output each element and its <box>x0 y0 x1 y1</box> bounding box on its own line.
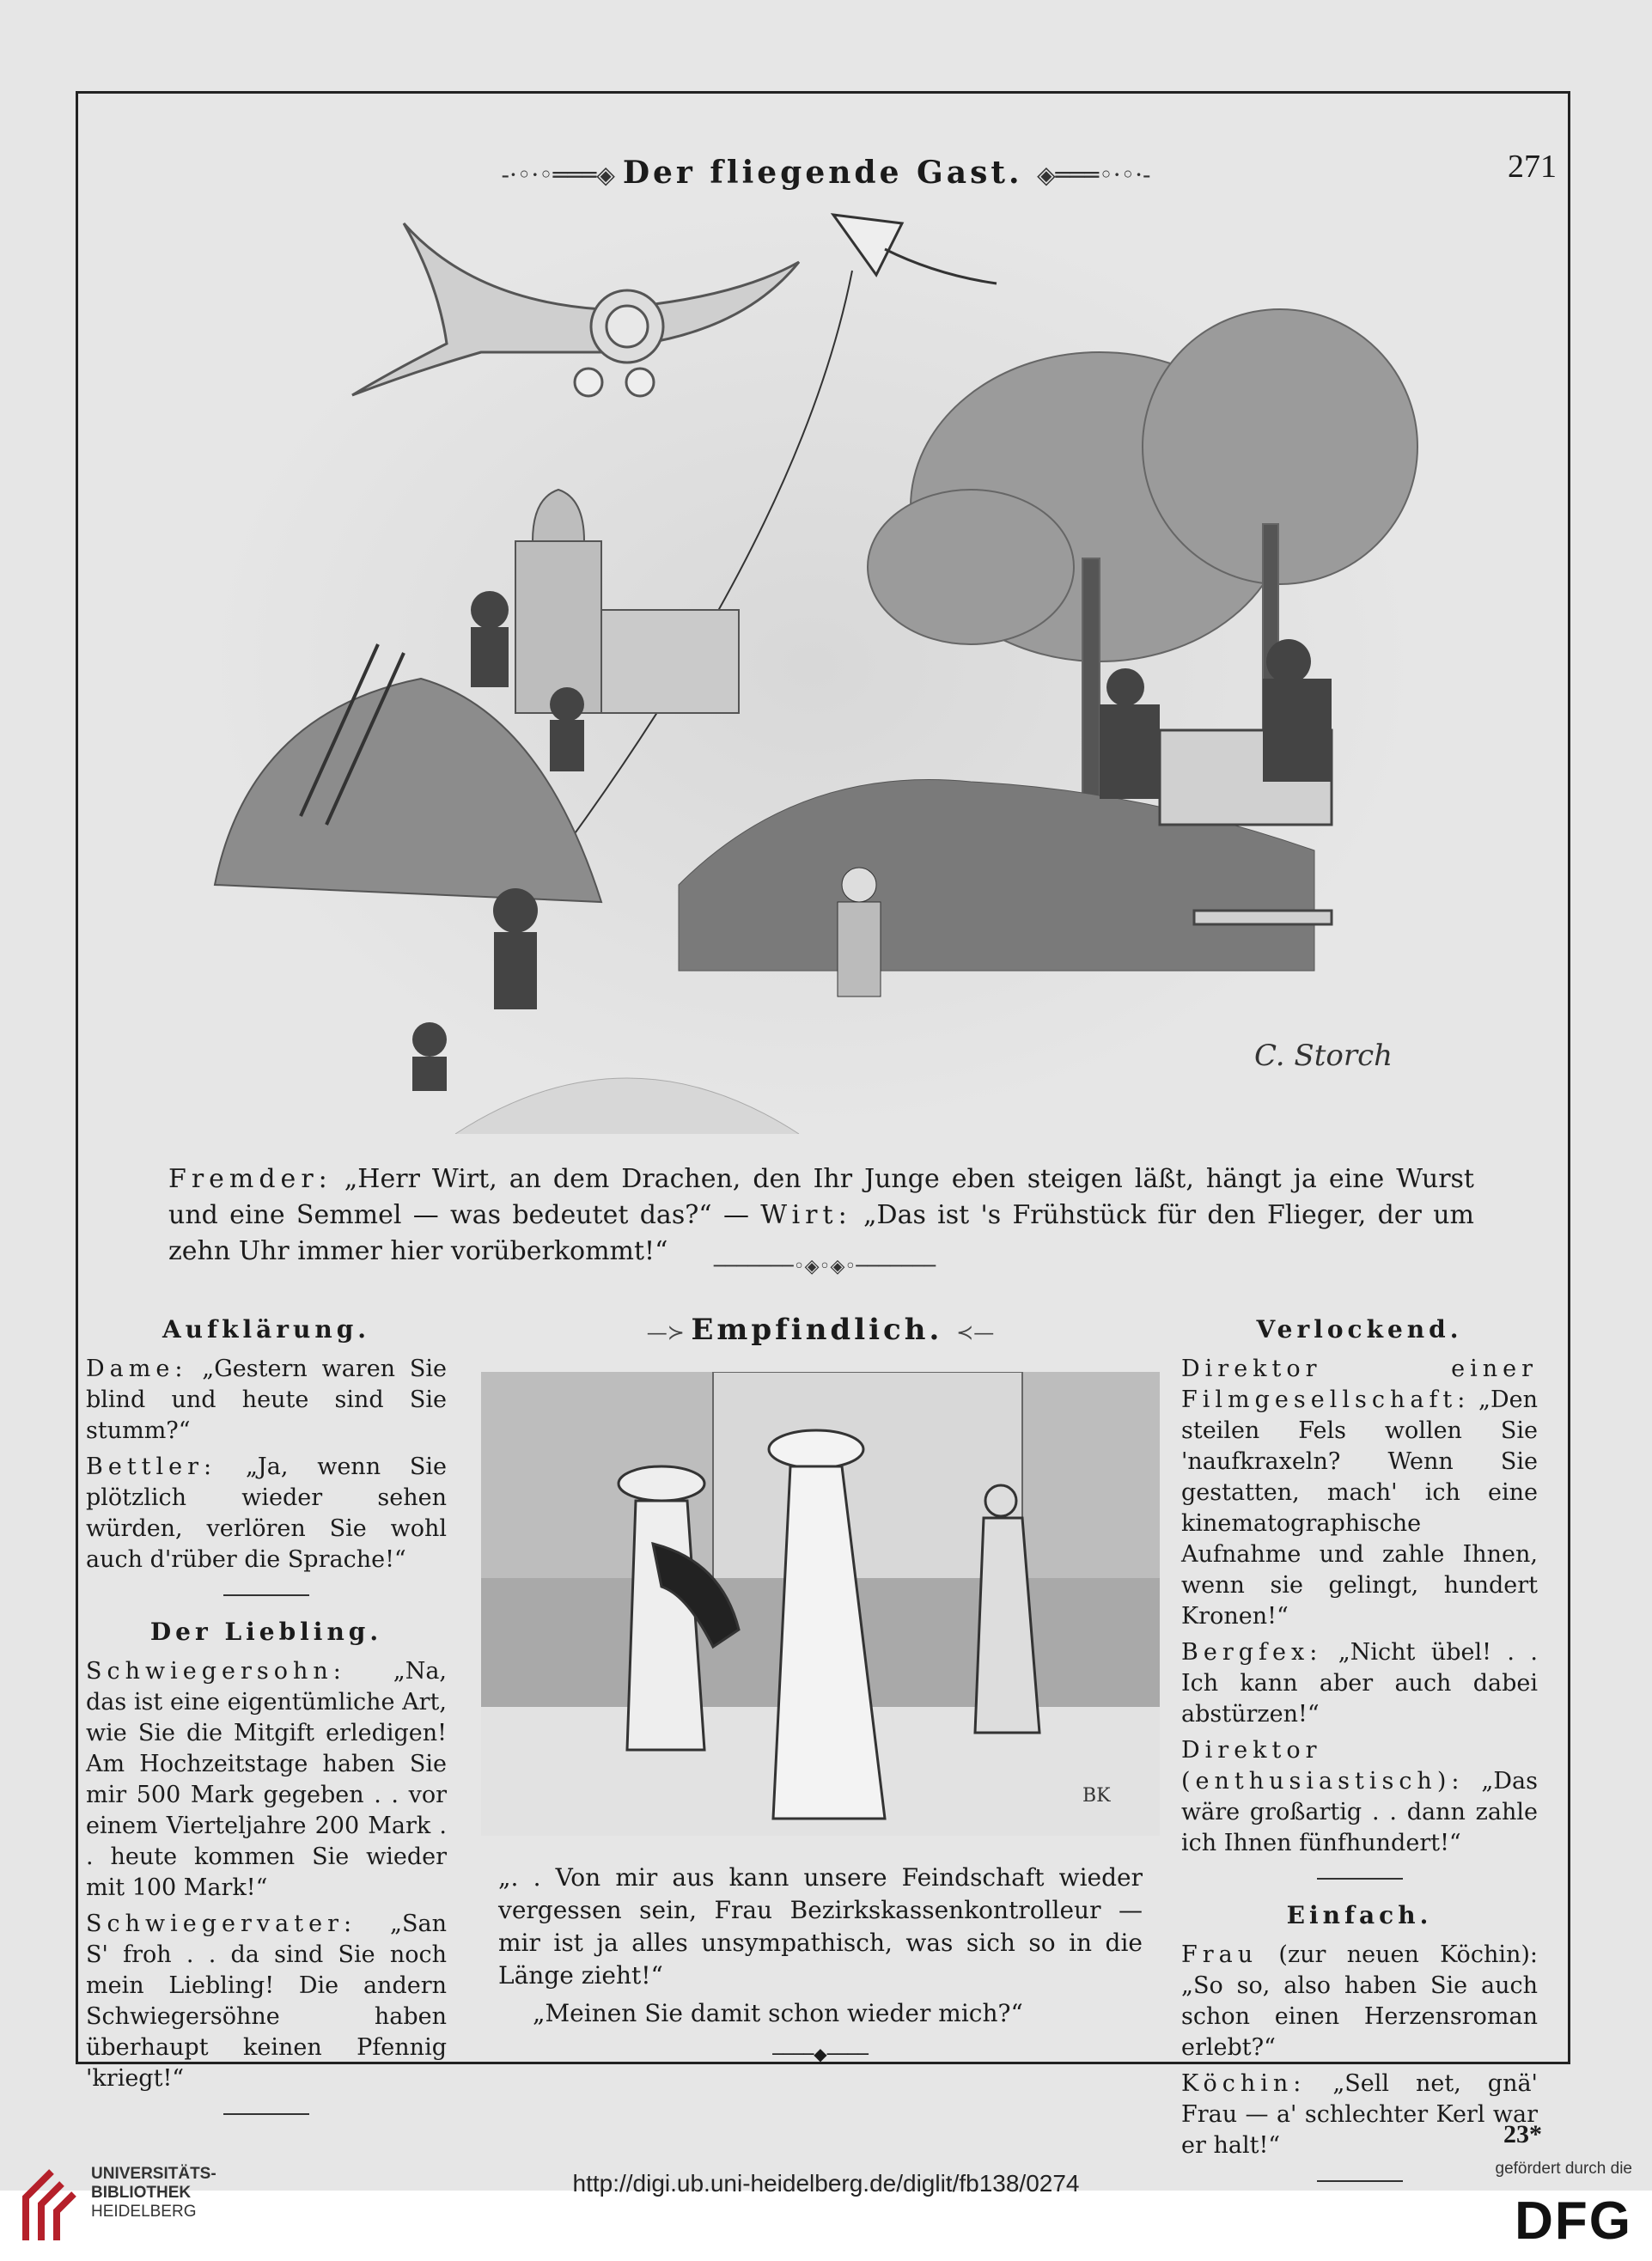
illustration-signature: C. Storch <box>1254 1039 1393 1073</box>
caption-text1: „Herr Wirt, an dem Drachen, den Ihr Junge eben steigen läßt, hängt ja eine Wurst und eine Semmel — was bedeutet das?“ — <box>168 1164 1474 1230</box>
right-s1-line2: „Nicht übel! . . Ich kann aber auch dabei abstürzen!“ <box>1181 1639 1538 1728</box>
left-s1-speaker2: Bettler: <box>86 1454 217 1480</box>
title-arrow-right: ≺— <box>956 1320 995 1344</box>
left-section1-para2 <box>86 1452 447 1575</box>
page-signature-mark: 23* <box>1503 2120 1542 2148</box>
middle-end-ornament: ────◆──── <box>772 2044 869 2064</box>
left-s1-line1: „Gestern waren Sie blind und heute sind Sie stumm?“ <box>86 1356 447 1444</box>
right-s1-speaker3: Direktor (enthusiastisch): <box>1181 1737 1465 1795</box>
left-s2-line2: „San S' froh . . da sind Sie noch mein Liebling! Die andern Schwiegersöhne haben überhaupt keinen Pfennig 'kriegt!“ <box>86 1911 447 2092</box>
right-section1-title: Verlockend. <box>1256 1315 1463 1344</box>
right-s1-line1: „Den steilen Fels wollen Sie 'naufkraxeln? Wenn Sie gestatten, mach' ich eine kinematographische Aufnahme und zahle Ihnen, wenn sie gelingt, hundert Kronen!“ <box>1181 1386 1538 1630</box>
middle-quote <box>481 1862 1160 2030</box>
right-s2-line2: „Sell net, gnä' Frau — a' schlechter Kerl war er halt!“ <box>1181 2070 1538 2159</box>
caption-speaker1: Fremder: <box>168 1164 332 1194</box>
right-s1-speaker2: Bergfex: <box>1181 1639 1323 1666</box>
source-url-link[interactable]: http://digi.ub.uni-heidelberg.de/diglit/fb138/0274 <box>572 2170 1080 2197</box>
header-ornament-right: ◈═══◦·◦·- <box>1037 161 1151 189</box>
left-s1-line2: „Ja, wenn Sie plötzlich wieder sehen würden, verlören Sie wohl auch d'rüber die Sprache!“ <box>86 1454 447 1573</box>
right-s2-speaker1: Frau <box>1181 1941 1259 1968</box>
right-section2-para2 <box>1181 2069 1538 2161</box>
footer-bar <box>0 2191 1652 2261</box>
right-section2-para1 <box>1181 1940 1538 2063</box>
section-divider-ornament: ───────◦◈◦◈◦─────── <box>713 1256 936 1277</box>
middle-quote1: „. . Von mir aus kann unsere Feindschaft wieder vergessen sein, Frau Bezirkskassenkontrolleur — mir ist ja alles unsympathisch, was sich so in die Länge zieht!“ <box>498 1863 1143 1990</box>
left-section1-title: Aufklärung. <box>162 1315 371 1344</box>
middle-illustration-signature: BK <box>1082 1785 1111 1807</box>
right-section1-para2 <box>1181 1637 1538 1730</box>
left-divider <box>223 1594 309 1596</box>
right-section2-title: Einfach. <box>1286 1901 1433 1929</box>
middle-title: Empfindlich. <box>691 1313 943 1347</box>
page-header <box>0 155 1652 191</box>
middle-quote2: „Meinen Sie damit schon wieder mich?“ <box>533 1999 1023 2027</box>
funded-by-label: gefördert durch die <box>1495 2160 1632 2178</box>
caption-text2: „Das ist 's Frühstück für den Flieger, der um zehn Uhr immer hier vorüberkommt!“ <box>168 1200 1474 1266</box>
right-section1-para1 <box>1181 1354 1538 1632</box>
left-end-rule <box>223 2113 309 2115</box>
left-s2-speaker1: Schwiegersohn: <box>86 1658 346 1685</box>
left-section2-para1 <box>86 1656 447 1904</box>
right-s2-aside1: (zur neuen Köchin): <box>1278 1941 1538 1968</box>
middle-column <box>481 1314 1160 2069</box>
main-illustration <box>198 198 1426 1134</box>
right-column <box>1181 1314 1538 2203</box>
title-arrow-left: —≻ <box>646 1320 692 1344</box>
page-number: 271 <box>1508 149 1557 185</box>
illustration-three-women <box>481 1372 1160 1836</box>
right-s1-speaker1: Direktor einer Filmgesellschaft: <box>1181 1356 1538 1413</box>
page-title: Der fliegende Gast. <box>622 155 1023 191</box>
middle-illustration <box>481 1372 1160 1836</box>
library-line2: BIBLIOTHEK <box>91 2184 192 2202</box>
middle-title-row <box>481 1314 1160 1348</box>
left-section2-title: Der Liebling. <box>149 1618 383 1646</box>
left-s1-speaker1: Dame: <box>86 1356 188 1382</box>
library-line1: UNIVERSITÄTS- <box>91 2165 216 2183</box>
dfg-logo[interactable]: DFG <box>1515 2191 1632 2251</box>
header-ornament-left: -·◦·◦═══◈ <box>501 161 623 189</box>
left-section1-para1 <box>86 1354 447 1447</box>
right-divider <box>1317 1878 1403 1880</box>
left-s2-speaker2: Schwiegervater: <box>86 1911 357 1937</box>
main-caption <box>168 1161 1474 1270</box>
right-s2-line1: „So so, also haben Sie auch schon einen Herzensroman erlebt?“ <box>1181 1972 1538 2061</box>
caption-speaker2: Wirt: <box>760 1200 852 1230</box>
left-section2-para2 <box>86 1909 447 2094</box>
right-s2-speaker2: Köchin: <box>1181 2070 1307 2097</box>
left-column <box>86 1314 447 2136</box>
library-line3: HEIDELBERG <box>91 2203 197 2221</box>
illustration-kite-village <box>198 198 1426 1134</box>
left-s2-line1: „Na, das ist eine eigentümliche Art, wie Sie die Mitgift erledigen! Am Hochzeitstage haben Sie mir 500 Mark gegeben . . vor einem Vierteljahre 200 Mark . . heute kommen Sie wieder mit 100 Mark!“ <box>86 1658 447 1901</box>
right-s1-line3: „Das wäre großartig . . dann zahle ich Ihnen fünfhundert!“ <box>1181 1768 1538 1856</box>
right-section1-para3 <box>1181 1735 1538 1859</box>
